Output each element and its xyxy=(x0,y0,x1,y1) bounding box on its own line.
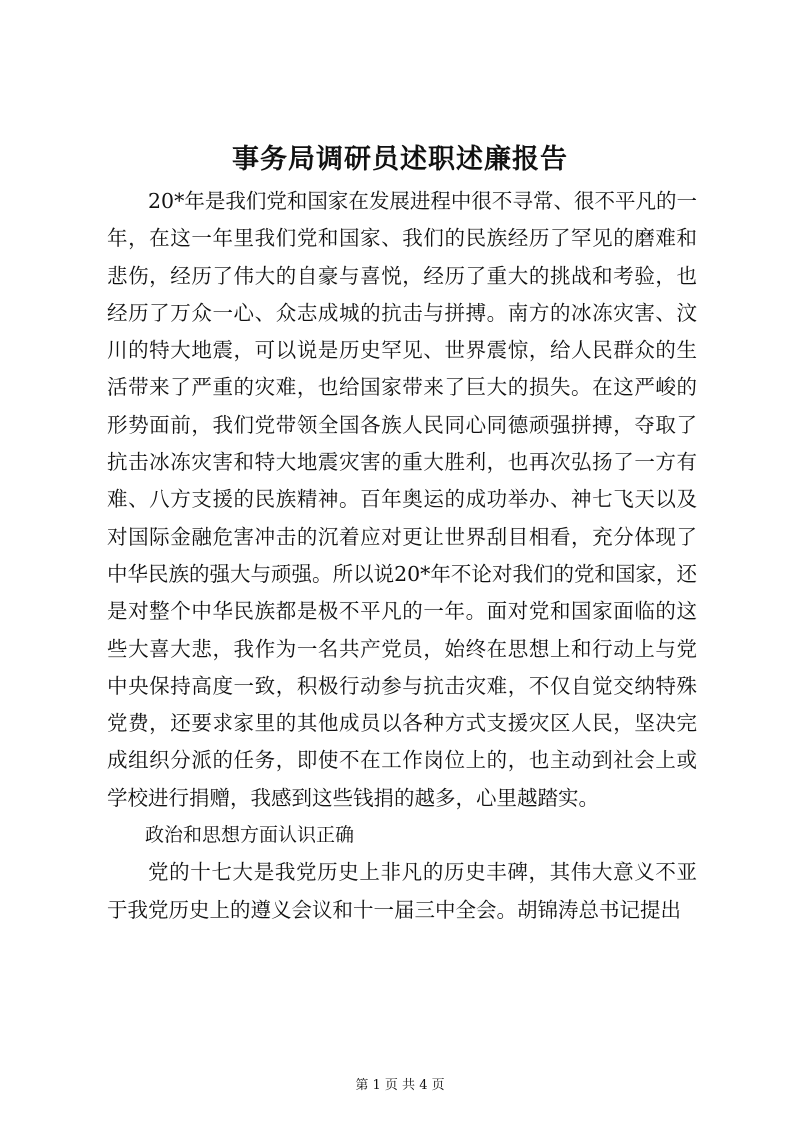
document-body xyxy=(107,183,697,929)
paragraph: 20*年是我们党和国家在发展进程中很不寻常、很不平凡的一年，在这一年里我们党和国家、我们的民族经历了罕见的磨难和悲伤，经历了伟大的自豪与喜悦，经历了重大的挑战和考验，也经历了万众一心、众志成城的抗击与拼搏。南方的冰冻灾害、汶川的特大地震，可以说是历史罕见、世界震惊，给人民群众的生活带来了严重的灾难，也给国家带来了巨大的损失。在这严峻的形势面前，我们党带领全国各族人民同心同德顽强拼搏，夺取了抗击冰冻灾害和特大地震灾害的重大胜利，也再次弘扬了一方有难、八方支援的民族精神。百年奥运的成功举办、神七飞天以及对国际金融危害冲击的沉着应对更让世界刮目相看，充分体现了中华民族的强大与顽强。所以说20*年不论对我们的党和国家，还是对整个中华民族都是极不平凡的一年。面对党和国家面临的这些大喜大悲，我作为一名共产党员，始终在思想上和行动上与党中央保持高度一致，积极行动参与抗击灾难，不仅自觉交纳特殊党费，还要求家里的其他成员以各种方式支援灾区人民，坚决完成组织分派的任务，即使不在工作岗位上的，也主动到社会上或学校进行捐赠，我感到这些钱捐的越多，心里越踏实。 xyxy=(107,189,697,810)
paragraph: 党的十七大是我党历史上非凡的历史丰碑，其伟大意义不亚于我党历史上的遵义会议和十一届三中全会。胡锦涛总书记提出 xyxy=(107,860,697,922)
document-title: 事务局调研员述职述廉报告 xyxy=(232,144,568,175)
section-heading: 政治和思想方面认识正确 xyxy=(145,824,355,847)
page-footer: 第 1 页 共 4 页 xyxy=(355,1078,445,1093)
